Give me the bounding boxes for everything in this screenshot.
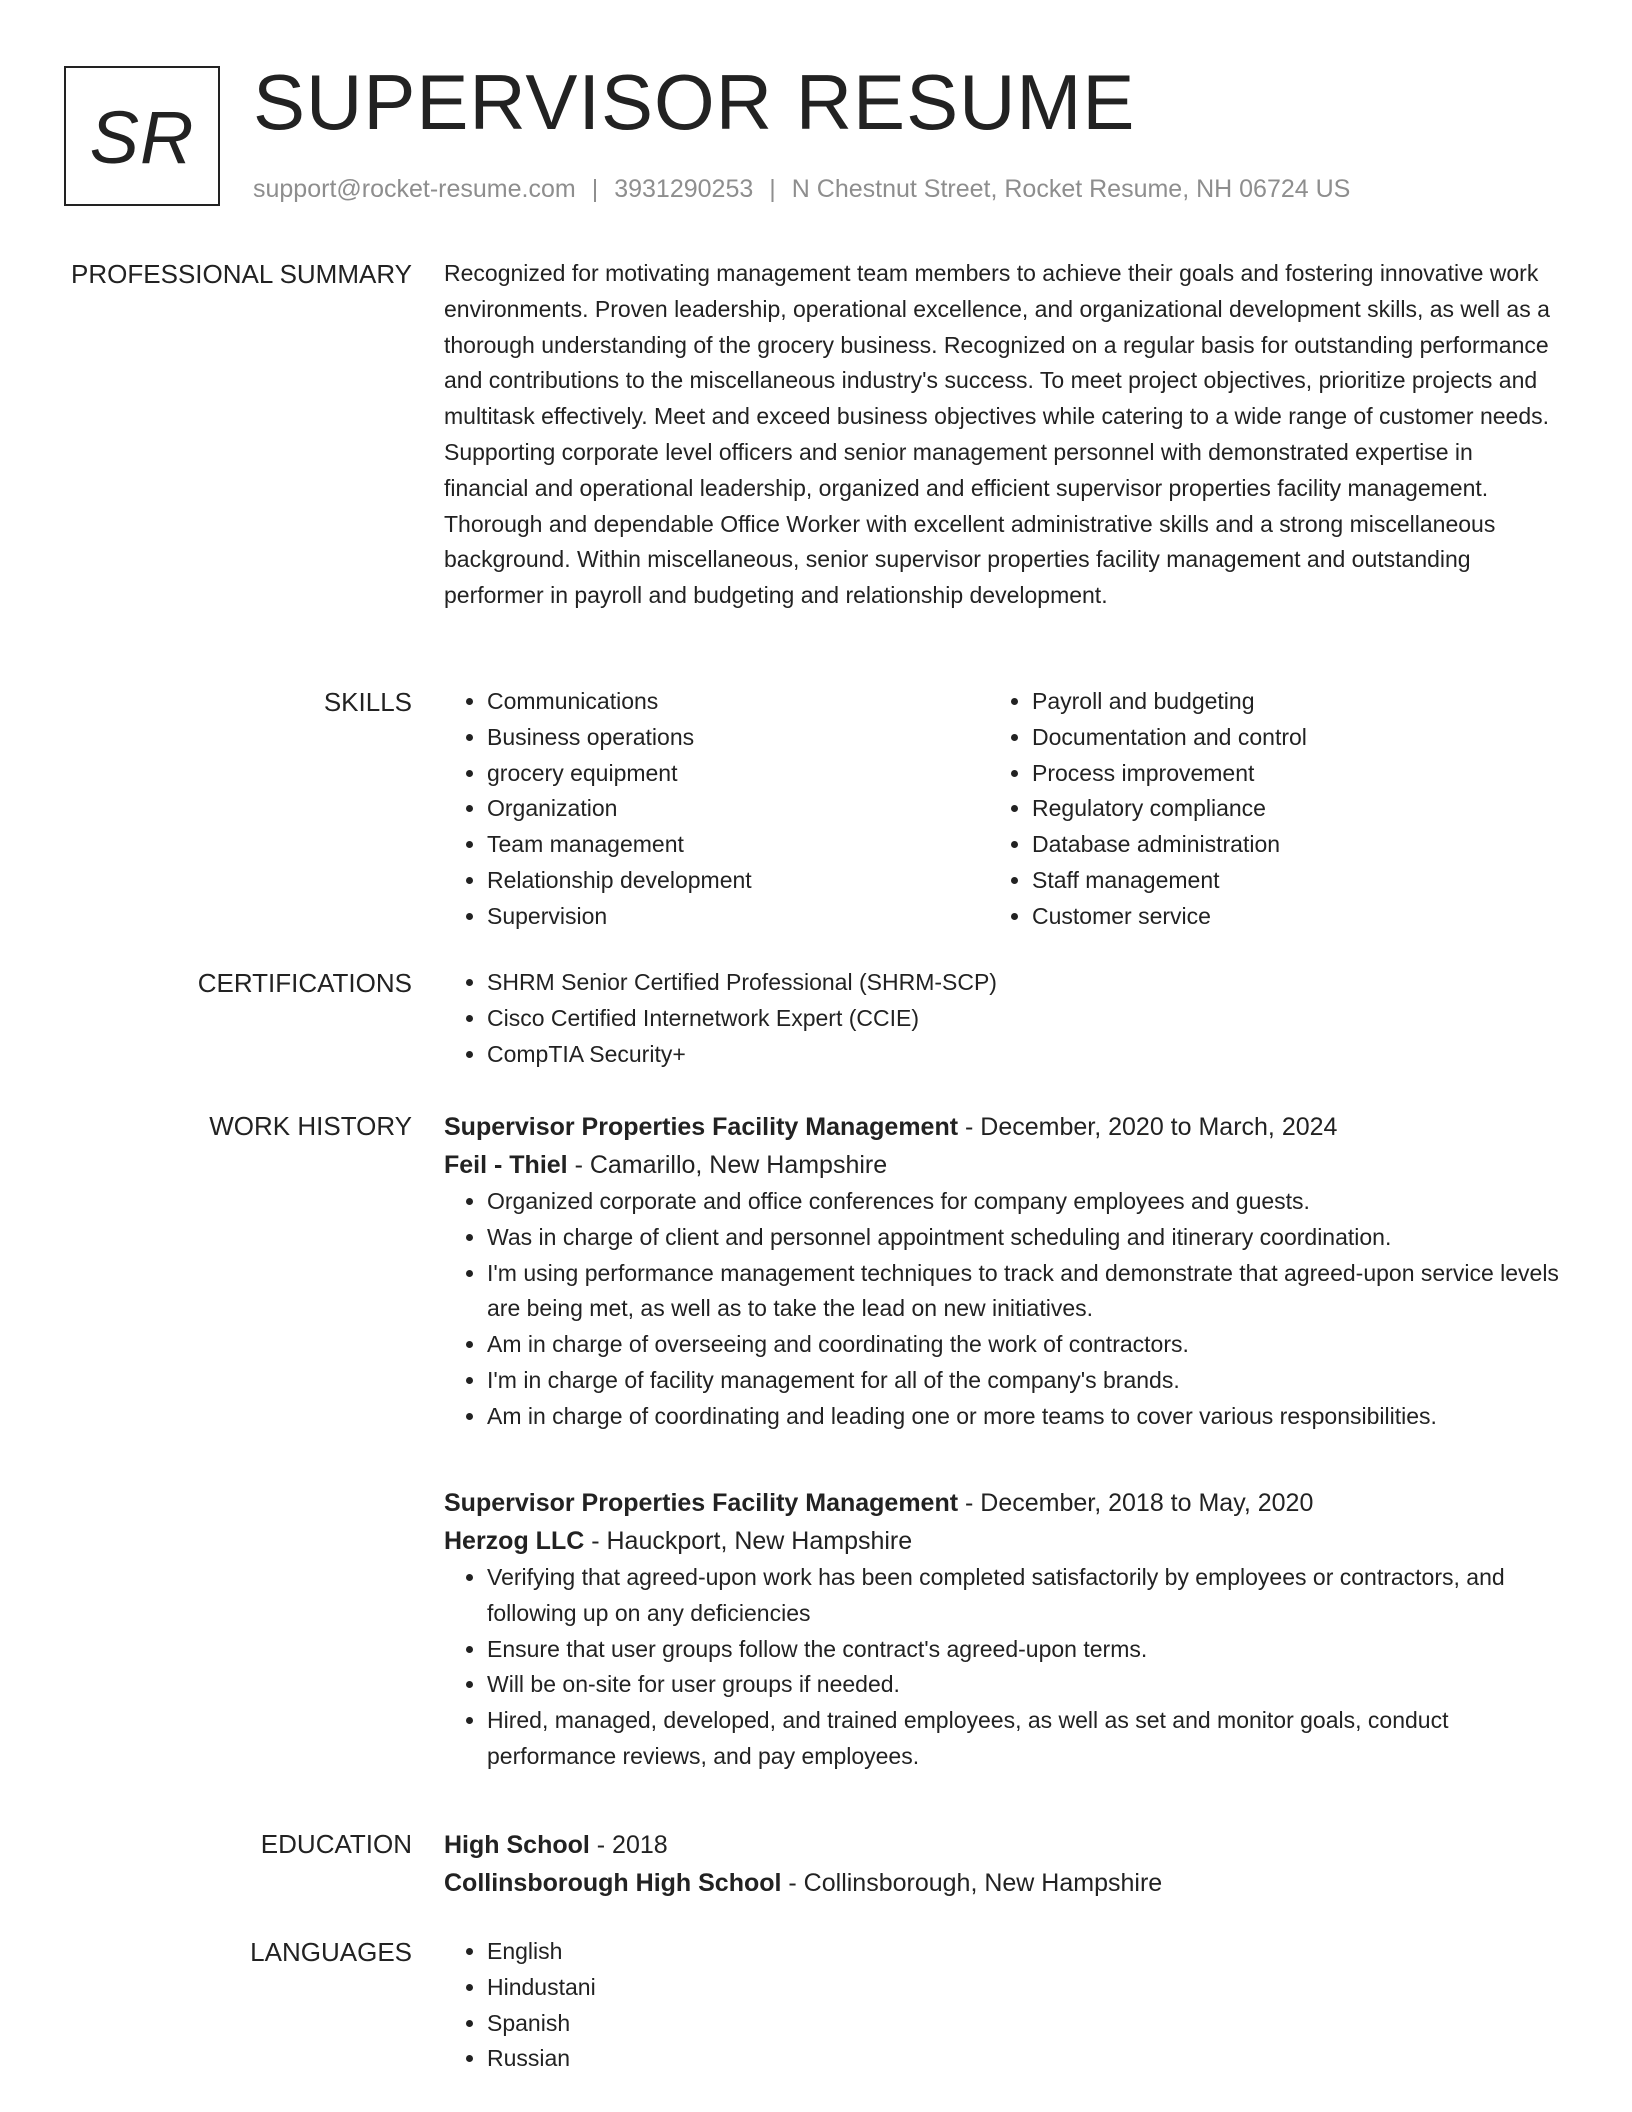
language-item: • Spanish (487, 2006, 1559, 2042)
monogram-initials: SR (89, 95, 195, 179)
skill-item: • Customer service (1032, 899, 1534, 935)
skills-grid (444, 684, 1559, 935)
section-label-languages: LANGUAGES (250, 1937, 412, 1967)
job-duty-item: • I'm using performance management techniques to track and demonstrate that agreed-upon service levels are being met, as well as to take the lead on new initiatives. (487, 1256, 1559, 1328)
language-item: • Russian (487, 2041, 1559, 2077)
certification-item: • SHRM Senior Certified Professional (SHRM-SCP) (487, 965, 1559, 1001)
skills-column-left (444, 684, 989, 935)
education-school: Collinsborough High School (444, 1869, 782, 1897)
job-location: - Camarillo, New Hampshire (567, 1151, 888, 1179)
skill-item: • Team management (487, 827, 989, 863)
job-title-line (444, 1108, 1559, 1146)
section-label-skills: SKILLS (323, 687, 412, 717)
job-company-line (444, 1146, 1559, 1184)
job-dates: - December, 2018 to May, 2020 (958, 1489, 1314, 1517)
contact-phone: 3931290253 (614, 175, 754, 203)
education-location: - Collinsborough, New Hampshire (781, 1869, 1163, 1897)
contact-address: N Chestnut Street, Rocket Resume, NH 06724 US (791, 175, 1351, 203)
job-duty-item: • Hired, managed, developed, and trained employees, as well as set and monitor goals, conduct performance reviews, and pay employees. (487, 1703, 1559, 1775)
certifications-body (444, 965, 1559, 1072)
skill-item: • Regulatory compliance (1032, 791, 1534, 827)
section-label-summary: PROFESSIONAL SUMMARY (71, 259, 412, 289)
summary-body (444, 256, 1559, 614)
skills-column-right (989, 684, 1534, 935)
job-duty-item: • Ensure that user groups follow the contract's agreed-upon terms. (487, 1632, 1559, 1668)
contact-line (253, 172, 1350, 206)
skill-item: • Process improvement (1032, 756, 1534, 792)
job-duty-item: • Was in charge of client and personnel appointment scheduling and itinerary coordination. (487, 1220, 1559, 1256)
skill-item: • Database administration (1032, 827, 1534, 863)
skill-item: • Communications (487, 684, 989, 720)
job-duty-item: • Organized corporate and office conferences for company employees and guests. (487, 1184, 1559, 1220)
job-dates: - December, 2020 to March, 2024 (958, 1113, 1338, 1141)
job-duty-item: • Am in charge of overseeing and coordinating the work of contractors. (487, 1327, 1559, 1363)
job-title-line (444, 1484, 1559, 1522)
job-duty-item: • Verifying that agreed-upon work has been completed satisfactorily by employees or contractors, and following up on any deficiencies (487, 1560, 1559, 1632)
education-school-line (444, 1864, 1559, 1902)
education-body (444, 1826, 1559, 1902)
language-item: • Hindustani (487, 1970, 1559, 2006)
languages-body (444, 1934, 1559, 2077)
section-label-education: EDUCATION (260, 1829, 412, 1859)
education-degree: High School (444, 1831, 590, 1859)
certification-item: • Cisco Certified Internetwork Expert (CCIE) (487, 1001, 1559, 1037)
certification-item: • CompTIA Security+ (487, 1037, 1559, 1073)
skill-item: • Payroll and budgeting (1032, 684, 1534, 720)
skill-item: • Business operations (487, 720, 989, 756)
contact-separator: | (769, 175, 776, 203)
section-label-certifications: CERTIFICATIONS (197, 968, 412, 998)
summary-text: Recognized for motivating management team members to achieve their goals and fostering innovative work environments. Proven leadership, operational excellence, and organizational development skills, as well as a thorough understanding of the grocery business. Recognized on a regular basis for outstanding performance and contributions to the miscellaneous industry's success. To meet project objectives, prioritize projects and multitask effectively. Meet and exceed business objectives while catering to a wide range of customer needs. Supporting corporate level officers and senior management personnel with demonstrated expertise in financial and operational leadership, organized and efficient supervisor properties facility management. Thorough and dependable Office Worker with excellent administrative skills and a strong miscellaneous background. Within miscellaneous, senior supervisor properties facility management and outstanding performer in payroll and budgeting and relationship development. (444, 260, 1550, 609)
contact-separator: | (591, 175, 599, 203)
skill-item: • Staff management (1032, 863, 1534, 899)
skill-item: • Organization (487, 791, 989, 827)
skill-item: • grocery equipment (487, 756, 989, 792)
language-item: • English (487, 1934, 1559, 1970)
job-duties (444, 1560, 1559, 1775)
skill-item: • Documentation and control (1032, 720, 1534, 756)
skill-item: • Relationship development (487, 863, 989, 899)
job-company: Feil - Thiel (444, 1151, 568, 1179)
skill-item: • Supervision (487, 899, 989, 935)
job-duty-item: • Will be on-site for user groups if needed. (487, 1667, 1559, 1703)
monogram-box (64, 66, 220, 206)
job-title: Supervisor Properties Facility Management (444, 1489, 959, 1517)
education-year: - 2018 (589, 1831, 668, 1859)
section-label-work-history: WORK HISTORY (209, 1111, 412, 1141)
skills-body (444, 684, 1559, 935)
education-degree-line (444, 1826, 1559, 1864)
job-title: Supervisor Properties Facility Management (444, 1113, 959, 1141)
contact-email: support@rocket-resume.com (253, 175, 576, 203)
job-entry (444, 1484, 1559, 1775)
job-company-line (444, 1522, 1559, 1560)
job-company: Herzog LLC (444, 1527, 585, 1555)
job-duty-item: • I'm in charge of facility management for all of the company's brands. (487, 1363, 1559, 1399)
job-duties (444, 1184, 1559, 1435)
job-duty-item: • Am in charge of coordinating and leading one or more teams to cover various responsibilities. (487, 1399, 1559, 1435)
job-location: - Hauckport, New Hampshire (584, 1527, 913, 1555)
job-entry (444, 1108, 1559, 1435)
resume-title: SUPERVISOR RESUME (253, 58, 1136, 146)
